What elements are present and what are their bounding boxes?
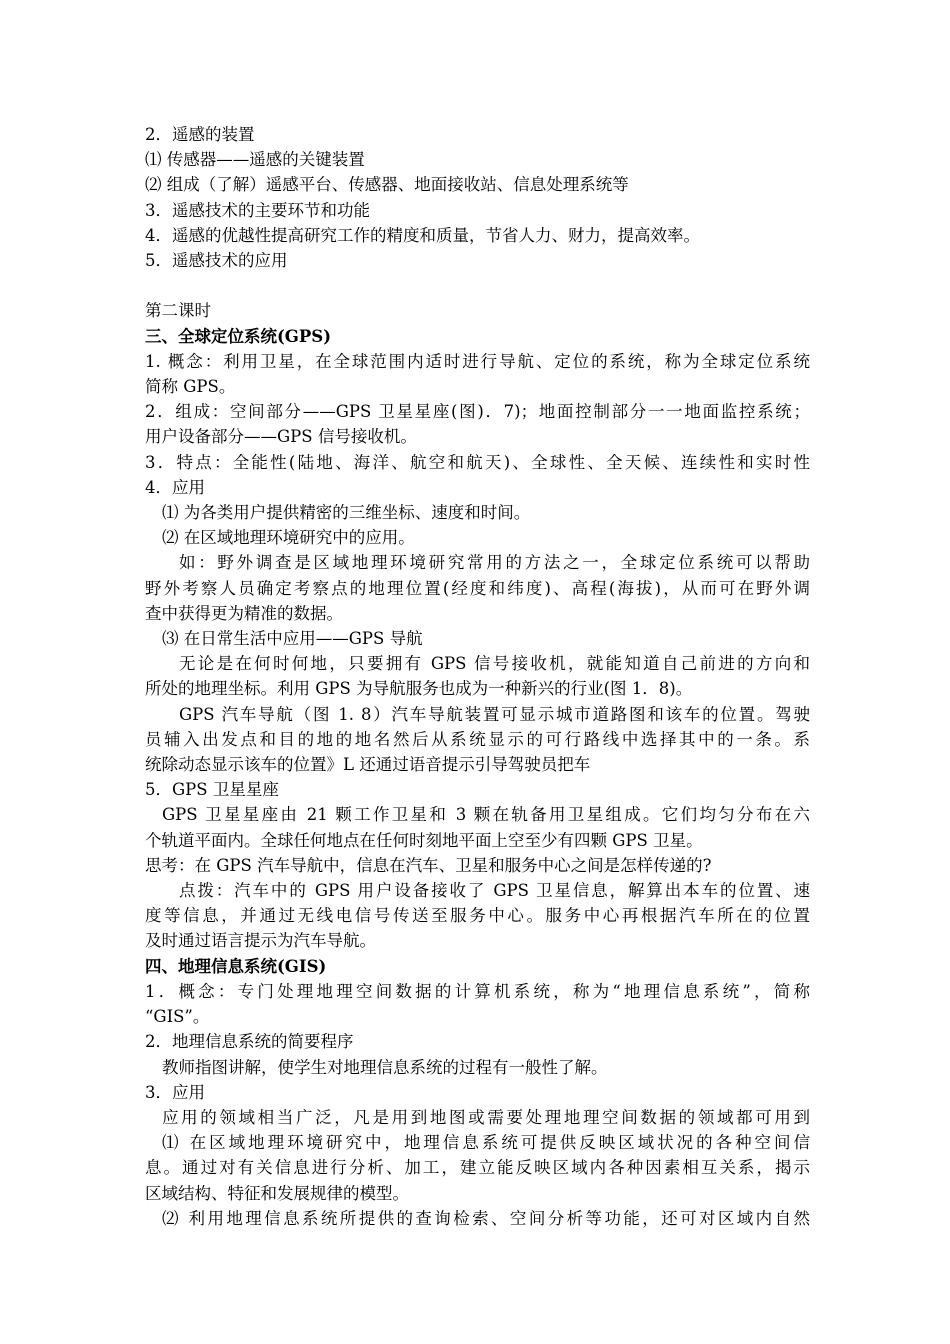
text-line: GPS 汽车导航（图 1. 8）汽车导航装置可显示城市道路图和该车的位置。驾驶 xyxy=(179,704,810,724)
text-line: 个轨道平面内。全球任何地点在任何时刻地平面上空至少有四颗 GPS 卫星。 xyxy=(145,830,703,850)
text-line: 查中获得更为精准的数据。 xyxy=(145,603,343,623)
text-line: 及时通过语言提示为汽车导航。 xyxy=(145,931,376,951)
text-line: 4．应用 xyxy=(145,477,205,497)
text-line: 2．组成：空间部分——GPS 卫星星座(图)．7)；地面控制部分一一地面监控系统； xyxy=(145,402,810,422)
blank-line xyxy=(145,273,810,298)
text-line: 所处的地理坐标。利用 GPS 为导航服务也成为一种新兴的行业(图 1．8)。 xyxy=(145,679,693,699)
text-line: 度等信息，并通过无线电信号传送至服务中心。服务中心再根据汽车所在的位置 xyxy=(145,906,810,926)
text-line: 应用的领域相当广泛，凡是用到地图或需要处理地理空间数据的领域都可用到 xyxy=(162,1107,810,1127)
text-line: GPS 卫星星座由 21 颗工作卫星和 3 颗在轨备用卫星组成。它们均匀分布在六 xyxy=(162,805,810,825)
text-line: ⑴ 为各类用户提供精密的三维坐标、速度和时间。 xyxy=(162,503,531,523)
text-line: 如：野外调查是区域地理环境研究常用的方法之一，全球定位系统可以帮助 xyxy=(179,553,810,573)
text-line: ⑵ 组成（了解）遥感平台、传感器、地面接收站、信息处理系统等 xyxy=(145,175,629,195)
text-line: 5．遥感技术的应用 xyxy=(145,251,288,271)
text-line: 3．遥感技术的主要环节和功能 xyxy=(145,200,370,220)
text-line: 简称 GPS。 xyxy=(145,377,236,397)
text-line: 野外考察人员确定考察点的地理位置(经度和纬度)、高程(海拔)，从而可在野外调 xyxy=(145,578,810,598)
text-line: 点拨：汽车中的 GPS 用户设备接收了 GPS 卫星信息，解算出本车的位置、速 xyxy=(179,881,810,901)
text-line: 息。通过对有关信息进行分析、加工，建立能反映区域内各种因素相互关系，揭示 xyxy=(145,1158,810,1178)
text-line: ⑴ 传感器——遥感的关键装置 xyxy=(145,150,365,170)
text-line: 1．概念：专门处理地理空间数据的计算机系统，称为“地理信息系统”，简称 xyxy=(145,981,810,1001)
text-line: 5．GPS 卫星星座 xyxy=(145,780,279,800)
text-line: 2．遥感的装置 xyxy=(145,125,255,144)
text-line: “GIS”。 xyxy=(145,1007,210,1027)
text-line: 思考：在 GPS 汽车导航中，信息在汽车、卫星和服务中心之间是怎样传递的? xyxy=(145,855,712,875)
lesson-heading: 第二课时 xyxy=(145,301,211,321)
section-heading-gis: 四、地理信息系统(GIS) xyxy=(145,956,327,976)
text-line: 2．地理信息系统的简要程序 xyxy=(145,1032,354,1052)
text-line: ⑴ 在区域地理环境研究中，地理信息系统可提供反映区域状况的各种空间信 xyxy=(162,1133,810,1153)
text-line: 4．遥感的优越性提高研究工作的精度和质量，节省人力、财力，提高效率。 xyxy=(145,225,700,245)
document-page xyxy=(145,122,810,1231)
section-heading-gps: 三、全球定位系统(GPS) xyxy=(145,326,332,346)
text-line: 3．特点：全能性(陆地、海洋、航空和航天)、全球性、全天候、连续性和实时性 xyxy=(145,452,810,472)
text-line: ⑵ 在区域地理环境研究中的应用。 xyxy=(162,528,415,548)
text-line: 教师指图讲解，使学生对地理信息系统的过程有一般性了解。 xyxy=(162,1057,608,1077)
text-line: 1. 概念：利用卫星，在全球范围内适时进行导航、定位的系统，称为全球定位系统 xyxy=(145,351,810,371)
text-line: 用户设备部分——GPS 信号接收机。 xyxy=(145,427,417,447)
text-line: 统除动态显示该车的位置》L 还通过语音提示引导驾驶员把车 xyxy=(145,755,591,775)
text-line: ⑶ 在日常生活中应用——GPS 导航 xyxy=(162,629,423,649)
text-line: 员辅入出发点和目的地的地名然后从系统显示的可行路线中选择其中的一条。系 xyxy=(145,729,810,749)
text-line: 3．应用 xyxy=(145,1082,205,1102)
text-line: 无论是在何时何地，只要拥有 GPS 信号接收机，就能知道自己前进的方向和 xyxy=(179,654,810,674)
text-line: 区域结构、特征和发展规律的模型。 xyxy=(145,1183,409,1203)
text-line: ⑵ 利用地理信息系统所提供的查询检索、空间分析等功能，还可对区域内自然 xyxy=(162,1208,810,1228)
